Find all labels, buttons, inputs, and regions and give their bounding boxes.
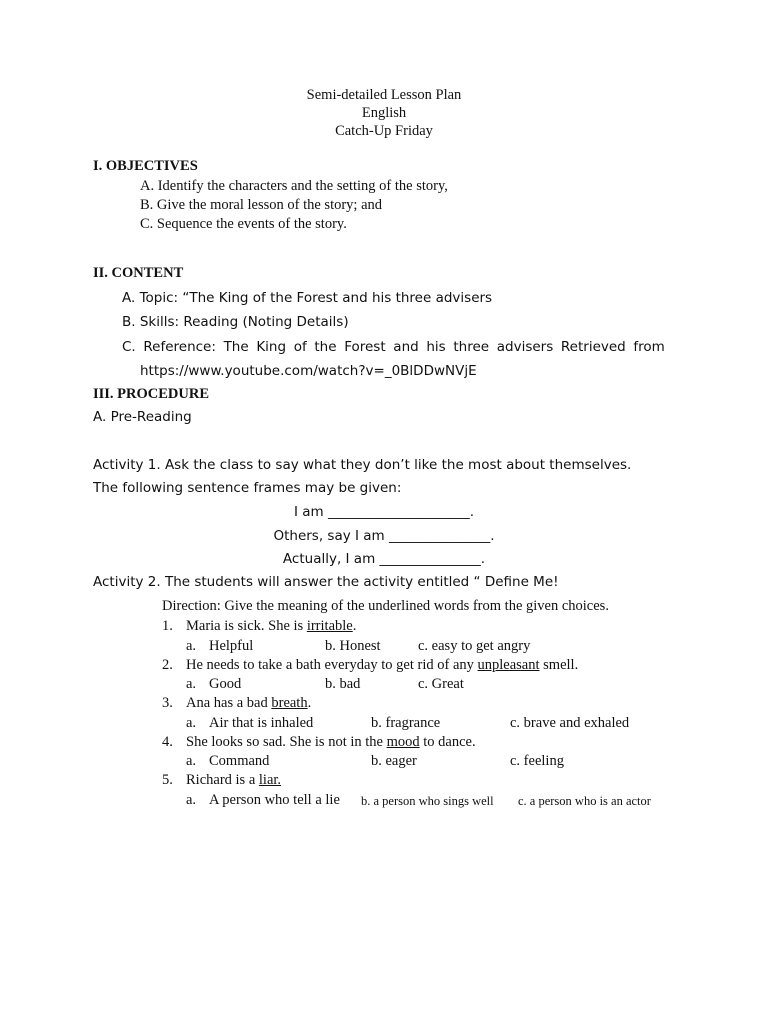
- choice-letter: a.: [186, 676, 197, 692]
- question-number: 1.: [162, 618, 173, 634]
- ref-word: of: [293, 339, 307, 355]
- reference-url: https://www.youtube.com/watch?v=_0BlDDwNVjE: [140, 363, 477, 379]
- ref-word: The: [223, 339, 249, 355]
- activity1-line1: Activity 1. Ask the class to say what they don’t like the most about themselves.: [93, 457, 632, 473]
- underlined-word: breath: [271, 695, 308, 711]
- question-post: .: [307, 695, 312, 711]
- sentence-frame-2: Others, say I am _______________.: [273, 528, 495, 544]
- underlined-word: liar.: [258, 772, 282, 788]
- direction-text: Direction: Give the meaning of the underlined words from the given choices.: [162, 598, 609, 614]
- question-number: 4.: [162, 734, 173, 750]
- choice-a: Good: [209, 676, 242, 692]
- choice-letter: a.: [186, 715, 197, 731]
- choice-b: b. fragrance: [371, 715, 441, 731]
- question-pre: She looks so sad. She is not in the: [186, 734, 387, 750]
- question-pre: Ana has a bad: [186, 695, 272, 711]
- content-heading: II. CONTENT: [93, 265, 184, 281]
- choice-b: b. bad: [325, 676, 361, 692]
- choice-a: A person who tell a lie: [209, 792, 340, 808]
- ref-word: Reference:: [143, 339, 216, 355]
- procedure-heading: III. PROCEDURE: [93, 386, 210, 402]
- content-reference: [122, 339, 665, 355]
- underlined-word: unpleasant: [477, 657, 540, 673]
- choice-b: b. eager: [371, 753, 417, 769]
- question-text: [186, 618, 356, 635]
- question-number: 5.: [162, 772, 173, 788]
- objective-a: A. Identify the characters and the setting of the story,: [140, 178, 448, 194]
- question-post: smell.: [539, 657, 579, 673]
- objective-c: C. Sequence the events of the story.: [140, 216, 347, 232]
- choice-c: c. brave and exhaled: [510, 715, 630, 731]
- objective-b: B. Give the moral lesson of the story; and: [140, 197, 383, 213]
- question-pre: Richard is a: [186, 772, 259, 788]
- title-line-2: English: [361, 105, 407, 121]
- choice-a: Helpful: [209, 638, 254, 654]
- underlined-word: irritable: [306, 618, 353, 634]
- underlined-word: mood: [386, 734, 420, 750]
- question-post: to dance.: [419, 734, 476, 750]
- title-line-1: Semi-detailed Lesson Plan: [306, 87, 462, 103]
- question-text: [186, 772, 281, 789]
- choice-c: c. easy to get angry: [418, 638, 531, 654]
- choice-c: c. Great: [418, 676, 464, 692]
- activity2-line: Activity 2. The students will answer the activity entitled “ Define Me!: [93, 574, 559, 590]
- choice-a: Air that is inhaled: [209, 715, 314, 731]
- choice-letter: a.: [186, 638, 197, 654]
- question-pre: He needs to take a bath everyday to get rid of any: [186, 657, 478, 673]
- ref-word: from: [633, 339, 665, 355]
- pre-reading-heading: A. Pre-Reading: [93, 409, 192, 425]
- choice-letter: a.: [186, 753, 197, 769]
- ref-word: Forest: [344, 339, 386, 355]
- choice-c: c. a person who is an actor: [518, 794, 651, 808]
- ref-word: advisers: [496, 339, 554, 355]
- question-text: [186, 657, 578, 674]
- question-text: [186, 695, 311, 712]
- ref-word: C.: [122, 339, 136, 355]
- choice-a: Command: [209, 753, 270, 769]
- objectives-heading: I. OBJECTIVES: [93, 158, 198, 174]
- choice-b: b. Honest: [325, 638, 381, 654]
- title-line-3: Catch-Up Friday: [335, 123, 433, 139]
- sentence-frame-3: Actually, I am _______________.: [282, 551, 486, 567]
- choice-letter: a.: [186, 792, 197, 808]
- choice-b: b. a person who sings well: [361, 794, 494, 808]
- ref-word: his: [426, 339, 446, 355]
- content-skills: B. Skills: Reading (Noting Details): [122, 314, 349, 330]
- ref-word: Retrieved: [560, 339, 626, 355]
- ref-word: King: [256, 339, 287, 355]
- ref-word: the: [314, 339, 337, 355]
- question-post: .: [352, 618, 357, 634]
- question-number: 2.: [162, 657, 173, 673]
- activity1-line2: The following sentence frames may be given:: [93, 480, 402, 496]
- content-topic: A. Topic: “The King of the Forest and his three advisers: [122, 290, 493, 306]
- question-number: 3.: [162, 695, 173, 711]
- question-pre: Maria is sick. She is: [186, 618, 307, 634]
- sentence-frame-1: I am _____________________.: [293, 504, 475, 520]
- choice-c: c. feeling: [510, 753, 564, 769]
- ref-word: and: [393, 339, 419, 355]
- ref-word: three: [453, 339, 490, 355]
- question-text: [186, 734, 476, 751]
